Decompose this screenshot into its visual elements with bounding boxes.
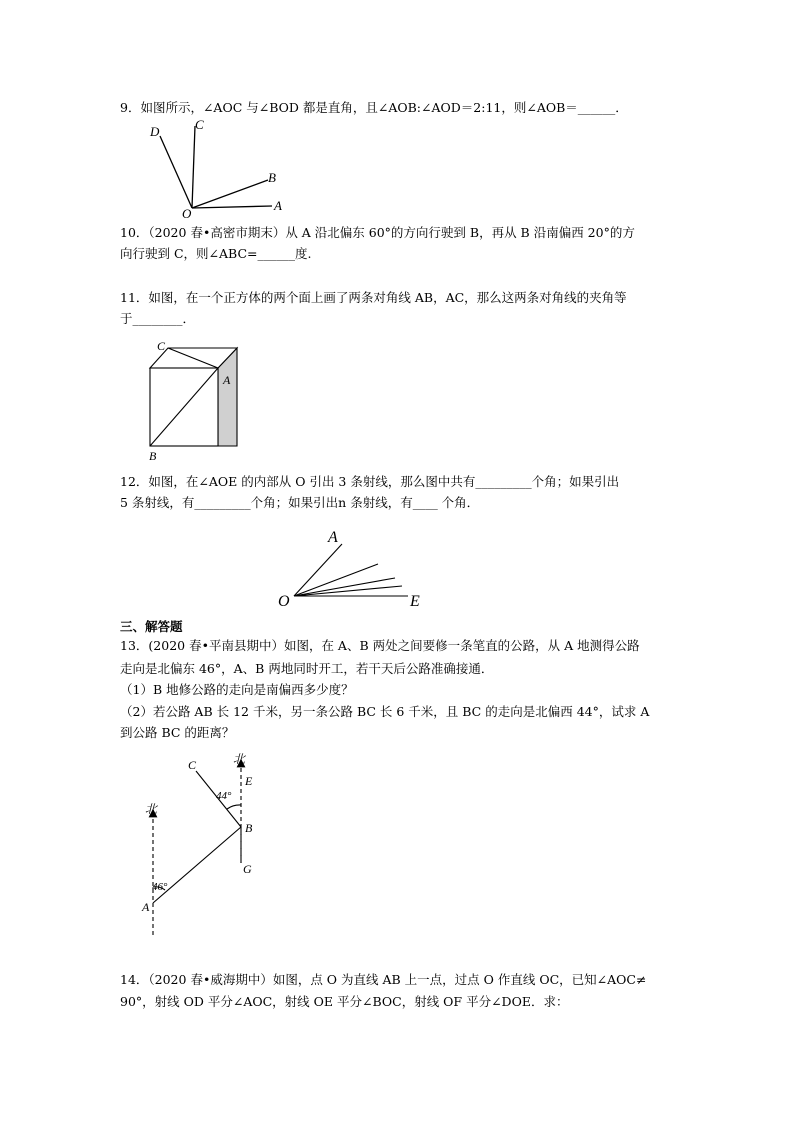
q12-figure — [270, 522, 440, 614]
arc-44 — [227, 805, 241, 809]
ray-od — [160, 136, 192, 208]
angle-44-label: 44° — [216, 790, 232, 802]
q14-line1: 14．（2020 春•威海期中）如图，点 O 为直线 AB 上一点，过点 O 作直线 OC，已知∠AOC≠ — [120, 972, 647, 987]
label-o: O — [278, 593, 290, 610]
q13-line3: （1）B 地修公路的走向是南偏西多少度？ — [120, 682, 354, 697]
label-a: A — [274, 198, 282, 213]
q13-line4: （2）若公路 AB 长 12 千米，另一条公路 BC 长 6 千米，且 BC 的走向是北偏西 44°，试求 A — [120, 704, 650, 719]
ray-oa — [192, 206, 272, 208]
ray-2 — [294, 578, 395, 596]
q13-line5: 到公路 BC 的距离？ — [120, 725, 235, 740]
ray-ob — [192, 180, 268, 208]
section-title: 三、解答题 — [120, 619, 183, 634]
label-g: G — [243, 862, 252, 876]
q11-cube-figure — [140, 334, 250, 464]
label-b: B — [245, 821, 253, 835]
q12-line2: 5 条射线，有_________个角；如果引出n 条射线，有____ 个角． — [120, 495, 480, 510]
q14-line2: 90°，射线 OD 平分∠AOC，射线 OE 平分∠BOC，射线 OF 平分∠DOE．求： — [120, 994, 569, 1009]
label-e: E — [245, 774, 253, 788]
label-b: B — [149, 449, 157, 463]
label-a: A — [142, 900, 150, 914]
q11-line1: 11．如图，在一个正方体的两个面上画了两条对角线 AB，AC，那么这两条对角线的夹角等 — [120, 290, 627, 305]
q12-line1: 12．如图，在∠AOE 的内部从 O 引出 3 条射线，那么图中共有_________个角；如果引出 — [120, 474, 620, 489]
label-a: A — [328, 529, 338, 546]
ray-1 — [294, 564, 378, 596]
q9-text: 9．如图所示，∠AOC 与∠BOD 都是直角，且∠AOB:∠AOD＝2:11，则∠AOB＝______． — [120, 100, 628, 115]
q13-road-figure — [130, 745, 280, 945]
q10-line2: 向行驶到 C，则∠ABC=______度. — [120, 246, 312, 261]
label-c: C — [157, 339, 166, 353]
q13-line2: 走向是北偏东 46°，A、B 两地同时开工，若干天后公路准确接通． — [120, 661, 494, 676]
label-b: B — [268, 170, 276, 185]
q10-line1: 10．（2020 春•高密市期末）从 A 沿北偏东 60°的方向行驶到 B，再从 B 沿南偏西 20°的方 — [120, 225, 635, 240]
q11-line2: 于________． — [120, 311, 196, 326]
label-c: C — [188, 758, 197, 772]
north-label-a: 北 — [145, 802, 158, 816]
ray-3 — [294, 586, 402, 596]
label-d: D — [150, 124, 160, 139]
ray-oc — [192, 126, 195, 208]
label-e: E — [410, 593, 420, 610]
q13-line1: 13．(2020 春•平南县期中）如图，在 A、B 两处之间要修一条笔直的公路，从 A 地测得公路 — [120, 638, 640, 653]
angle-46-label: 46° — [152, 881, 168, 893]
q9-figure — [140, 112, 300, 222]
label-a: A — [223, 373, 231, 387]
north-label-b: 北 — [233, 752, 246, 766]
label-c: C — [195, 117, 204, 132]
label-o: O — [182, 206, 192, 221]
